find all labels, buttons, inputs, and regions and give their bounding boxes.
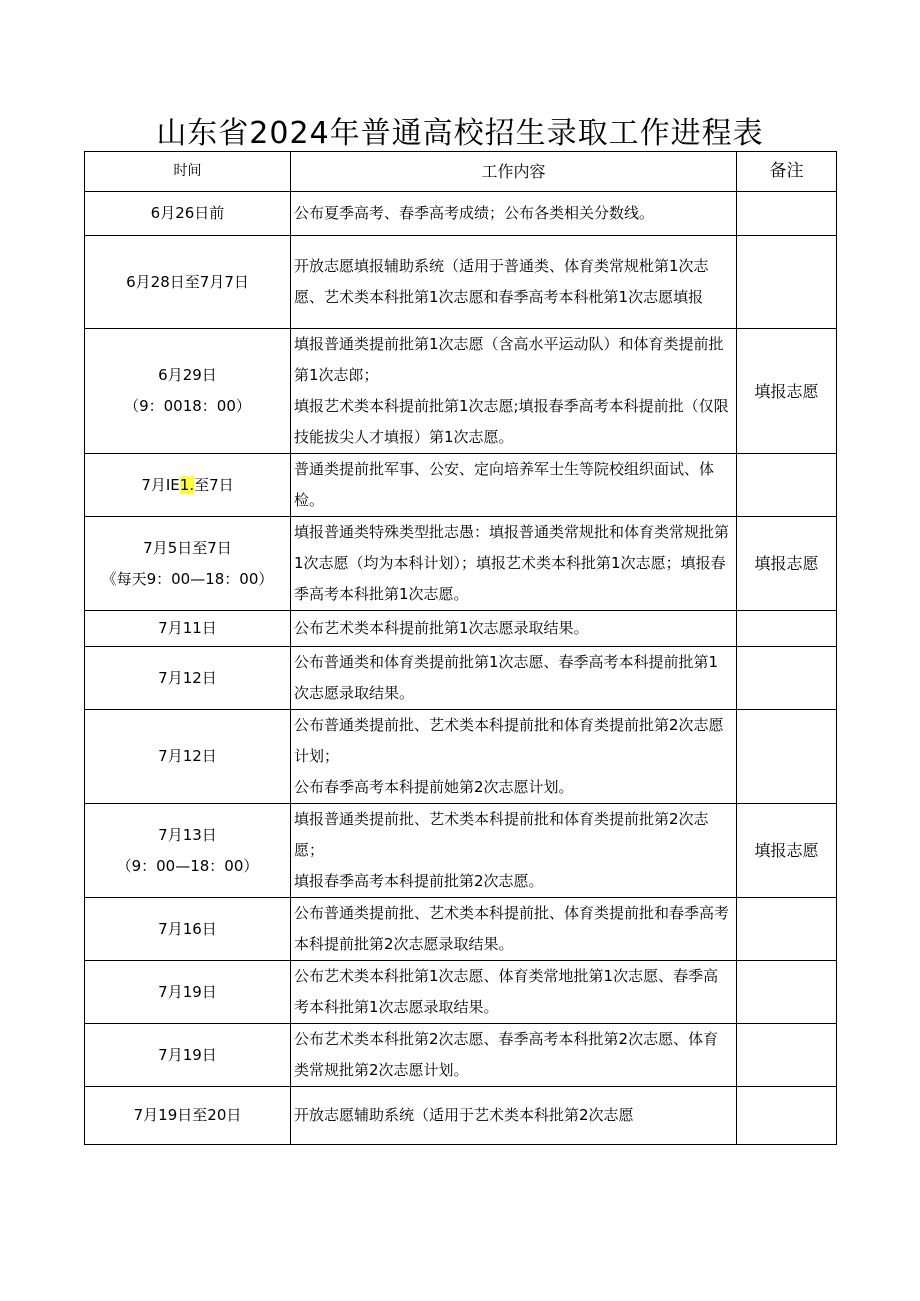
time-text: 7月19日至20日 <box>133 1106 242 1124</box>
content-text: 公布春季高考本科提前她第2次志愿计划。 <box>294 778 574 796</box>
content-text: 填报普通类特殊类型批志愚：填报普通类常规批和体育类常规批第1次志愿（均为本科计划）；填报艺术类本科批第1次志愿；填报春季高考本科批第1次志愿。 <box>294 523 730 603</box>
header-content: 工作内容 <box>291 152 737 192</box>
table-row <box>85 192 837 236</box>
note-cell <box>737 710 837 804</box>
header-time: 时间 <box>85 152 291 192</box>
note-cell <box>737 961 837 1024</box>
content-cell <box>291 611 737 647</box>
table-row <box>85 611 837 647</box>
time-text: 7月19日 <box>158 982 217 1001</box>
table-row <box>85 647 837 710</box>
content-text: 开放志愿填报辅助系统（适用于普通类、体育类常规枇第1次志愿、艺术类本科批第1次志愿和春季高考本科枇第1次志愿填报 <box>294 257 709 306</box>
table-row <box>85 1087 837 1145</box>
schedule-table-body <box>85 192 837 1145</box>
table-row <box>85 898 837 961</box>
content-text: 填报艺术类本科提前批第1次志愿;填报春季高考本科提前批（仅限技能拔尖人才填报）第1次志愿。 <box>294 397 729 446</box>
time-cell <box>85 1087 291 1145</box>
page-title: 山东省2024年普通高校招生录取工作进程表 <box>156 116 764 151</box>
content-cell <box>291 1087 737 1145</box>
time-cell <box>85 961 291 1024</box>
note-cell <box>737 898 837 961</box>
time-cell <box>85 611 291 647</box>
time-cell <box>85 1024 291 1087</box>
table-row <box>85 961 837 1024</box>
note-cell <box>737 611 837 647</box>
content-cell <box>291 961 737 1024</box>
note-cell <box>737 1024 837 1087</box>
time-text: 7月11日 <box>158 619 217 637</box>
content-cell: 普通类提前批军事、公安、定向培养军士生等院校组织面试、体检。 <box>291 454 737 517</box>
content-text: 填报普通类提前批第1次志愿（含高水平运动队）和体育类提前批第1次志郎； <box>294 335 724 384</box>
time-text: 至7日 <box>194 475 234 494</box>
time-cell <box>85 517 291 611</box>
time-cell <box>85 329 291 454</box>
time-text: 《每天9：00—18：00） <box>101 569 274 588</box>
content-text: 公布普通类提前批、艺术类本科提前批、体育类提前批和春季高考本科提前批第2次志愿录取结果。 <box>294 904 730 953</box>
content-text: 公布艺术类本科批第2次志愿、春季高考本科批第2次志愿、体育类常规批第2次志愿计划。 <box>294 1030 719 1079</box>
content-text: 填报春季高考本科提前批第2次志愿。 <box>294 872 544 890</box>
content-text: 公布夏季高考、春季高考成绩；公布各类相关分数线。 <box>294 204 655 222</box>
content-cell <box>291 647 737 710</box>
time-text: 7月19日 <box>158 1045 217 1064</box>
content-cell <box>291 517 737 611</box>
table-row <box>85 710 837 804</box>
content-cell <box>291 192 737 236</box>
time-cell <box>85 898 291 961</box>
content-text: 公布普通类和体育类提前批第1次志愿、春季高考本科提前批第1次志愿录取结果。 <box>294 653 719 702</box>
time-cell <box>85 804 291 898</box>
time-text: 7月5日至7日 <box>143 538 232 557</box>
time-cell <box>85 454 291 517</box>
highlighted-text: 1. <box>179 475 195 494</box>
note-cell: 填报志愿 <box>737 517 837 611</box>
table-row <box>85 236 837 329</box>
time-text: 6月28日至7月7日 <box>126 272 249 291</box>
time-text: 6月26日前 <box>150 204 225 222</box>
note-cell <box>737 647 837 710</box>
table-row <box>85 1024 837 1087</box>
schedule-table <box>84 151 837 1145</box>
content-cell <box>291 236 737 329</box>
content-cell <box>291 1024 737 1087</box>
table-row <box>85 804 837 898</box>
content-cell <box>291 804 737 898</box>
time-text: 7月IE <box>141 475 180 494</box>
time-text: 6月29日 <box>158 366 217 384</box>
content-cell <box>291 329 737 454</box>
content-cell <box>291 710 737 804</box>
header-note: 备注 <box>737 152 837 192</box>
time-cell <box>85 710 291 804</box>
time-cell <box>85 236 291 329</box>
table-row <box>85 454 837 517</box>
time-text: （9：00—18：00） <box>116 856 259 875</box>
time-cell <box>85 192 291 236</box>
note-cell: 填报志愿 <box>737 804 837 898</box>
time-text: 7月13日 <box>158 825 217 844</box>
time-text: 7月12日 <box>158 747 217 765</box>
note-cell <box>737 454 837 517</box>
content-text: 填报普通类提前批、艺术类本科提前批和体育类提前批第2次志愿； <box>294 810 709 859</box>
note-cell <box>737 192 837 236</box>
note-cell <box>737 236 837 329</box>
table-row <box>85 517 837 611</box>
note-cell <box>737 1087 837 1145</box>
table-row <box>85 329 837 454</box>
note-cell: 填报志愿 <box>737 329 837 454</box>
table-header-row <box>85 152 837 192</box>
content-cell <box>291 898 737 961</box>
time-text: 7月16日 <box>158 919 217 938</box>
content-text: 公布普通类提前批、艺术类本科提前批和体育类提前批第2次志愿计划； <box>294 716 724 765</box>
content-text: 公布艺术类本科批第1次志愿、体育类常地批第1次志愿、春季高考本科批第1次志愿录取结果。 <box>294 967 719 1016</box>
content-text: 开放志愿辅助系统（适用于艺术类本科批第2次志愿 <box>294 1106 634 1124</box>
time-text: 7月12日 <box>158 668 217 687</box>
time-cell <box>85 647 291 710</box>
content-text: 公布艺术类本科提前批第1次志愿录取结果。 <box>294 619 589 637</box>
time-text: （9：0018：00） <box>124 397 251 415</box>
